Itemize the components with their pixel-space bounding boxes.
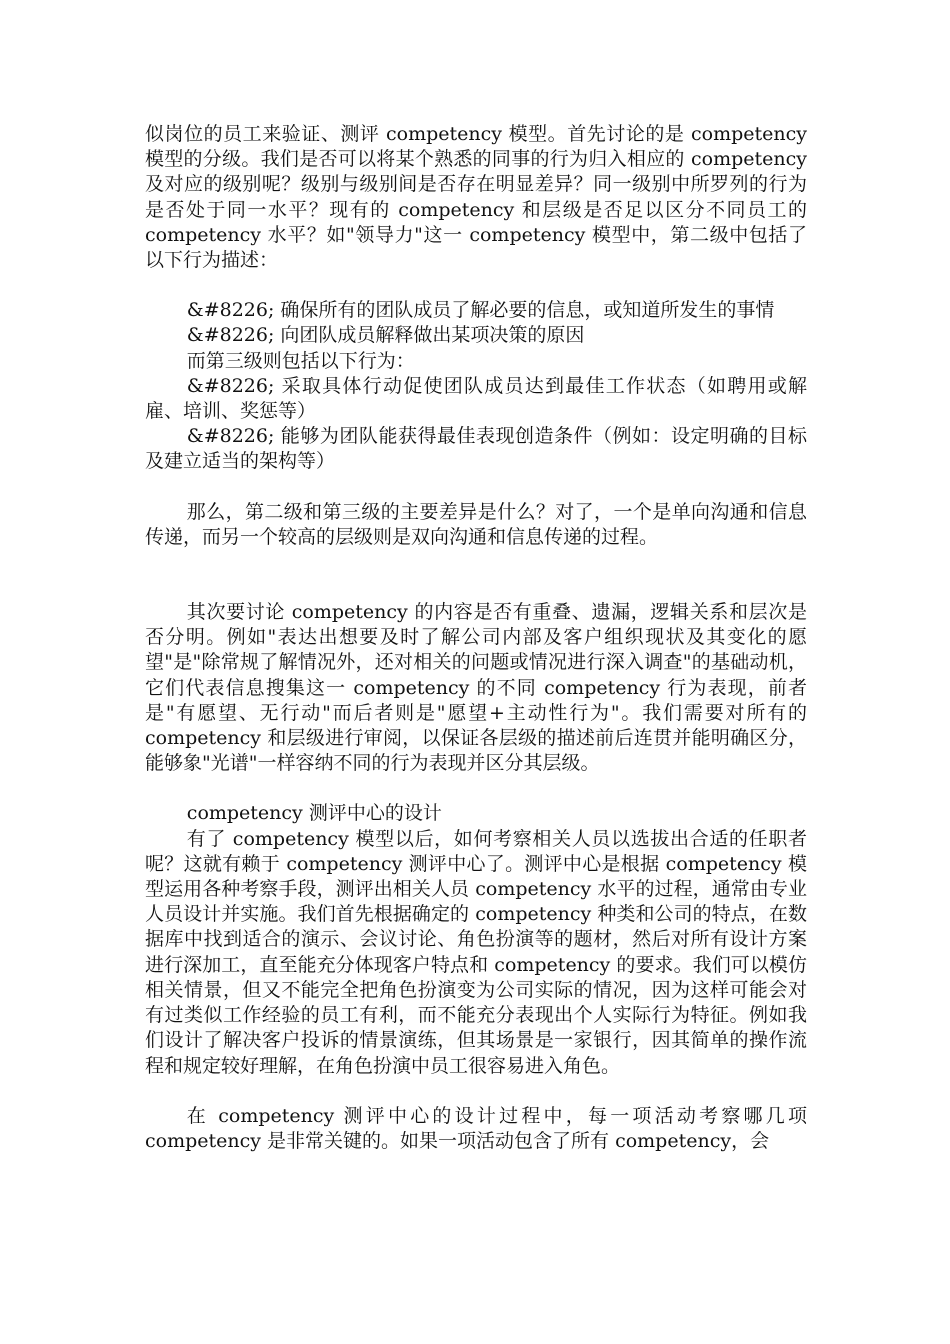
spacer [145, 475, 807, 500]
section-heading: competency 测评中心的设计 [186, 802, 442, 825]
bullet-item: &#8226; 采取具体行动促使团队成员达到最佳工作状态（如聘用或解雇、培训、奖惩等） [145, 374, 807, 423]
bullet-item: &#8226; 向团队成员解释做出某项决策的原因 [186, 324, 585, 347]
paragraph-level-three: 而第三级则包括以下行为： [186, 349, 415, 372]
paragraph-assessment-center: 有了 competency 模型以后，如何考察相关人员以选拔出合适的任职者呢？这就有赖于 competency 测评中心了。测评中心是根据 competency 模型运用各种考察手段，测评出相关人员 competency 水平的过程，通常由专业人员设计并实施。我们首先根据确定的 competency 种类和公司的特点，在数据库中找到适合的演示、会议讨论、角色扮演等的题材，然后对所有设计方案进行深加工，直至能充分体现客户特点和 competency 的要求。我们可以模仿相关情景，但又不能完全把角色扮演变为公司实际的情况，因为这样可能会对有过类似工作经验的员工有利，而不能充分表现出个人实际行为特征。例如我们设计了解决客户投诉的情景演练，但其场景是一家银行，因其简单的操作流程和规定较好理解，在角色扮演中员工很容易进入角色。 [145, 827, 807, 1077]
paragraph-difference: 那么，第二级和第三级的主要差异是什么？对了，一个是单向沟通和信息传递，而另一个较高的层级则是双向沟通和信息传递的过程。 [145, 500, 807, 548]
spacer [145, 550, 807, 600]
paragraph-overlap: 其次要讨论 competency 的内容是否有重叠、遗漏，逻辑关系和层次是否分明。例如"表达出想要及时了解公司内部及客户组织现状及其变化的愿望"是"除常规了解情况外，还对相关的问题或情况进行深入调查"的基础动机，它们代表信息搜集这一 competency 的不同 competency 行为表现，前者是"有愿望、无行动"而后者则是"愿望+主动性行为"。我们需要对所有的 competency 和层级进行审阅，以保证各层级的描述前后连贯并能明确区分，能够象"光谱"一样容纳不同的行为表现并区分其层级。 [145, 601, 807, 775]
paragraph-design-process: 在 competency 测评中心的设计过程中，每一项活动考察哪几项 competency 是非常关键的。如果一项活动包含了所有 competency，会 [145, 1104, 807, 1152]
bullet-item: &#8226; 能够为团队能获得最佳表现创造条件（例如：设定明确的目标及建立适当的架构等） [145, 425, 807, 473]
document-body [145, 122, 807, 1154]
spacer [145, 1079, 807, 1104]
bullet-item: &#8226; 确保所有的团队成员了解必要的信息，或知道所发生的事情 [186, 299, 775, 322]
spacer [145, 273, 807, 298]
spacer [145, 776, 807, 801]
paragraph-intro: 似岗位的员工来验证、测评 competency 模型。首先讨论的是 competency 模型的分级。我们是否可以将某个熟悉的同事的行为归入相应的 competency 及对应的级别呢？级别与级别间是否存在明显差异？同一级别中所罗列的行为是否处于同一水平？现有的 competency 和层级是否足以区分不同员工的 competency 水平？如"领导力"这一 competency 模型中，第二级中包括了以下行为描述： [145, 123, 807, 272]
